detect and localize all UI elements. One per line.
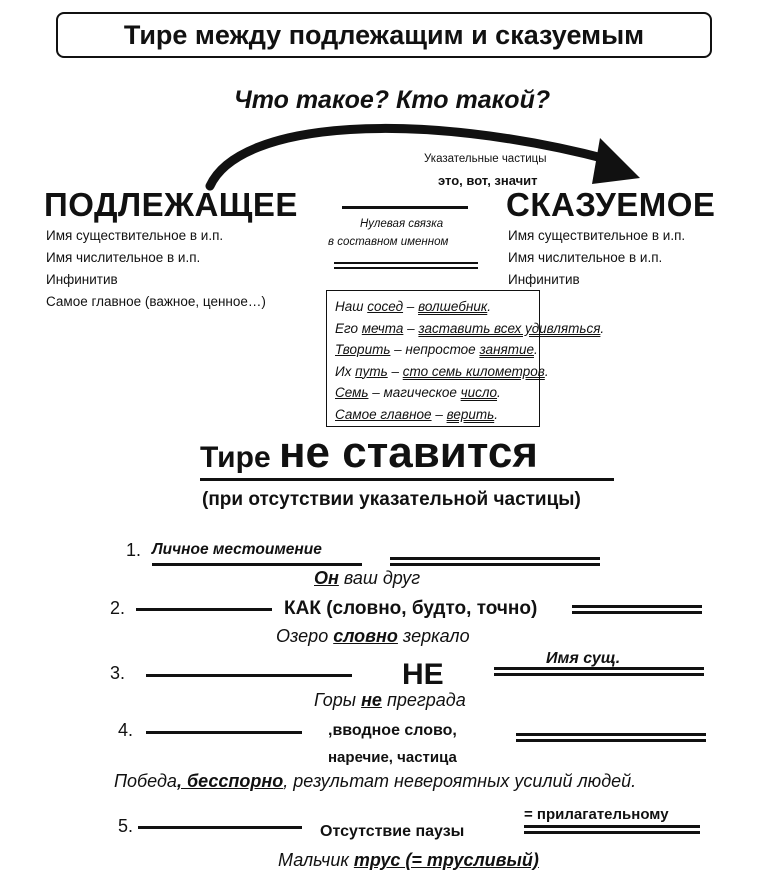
page-title-text: Тире между подлежащим и сказуемым (123, 19, 645, 50)
rule-2-predicate-line-bottom (572, 611, 702, 614)
particles-words: это, вот, значит (438, 173, 538, 188)
no-dash-heading: Тире не ставится (200, 428, 538, 477)
rule-5-predicate-line-top (524, 825, 700, 828)
dash-line (342, 206, 468, 209)
rule-3-subject-line (146, 674, 352, 677)
question-text: Что такое? Кто такой? (234, 86, 551, 114)
rule-3-label2: Имя сущ. (546, 650, 621, 667)
arrow-head (592, 138, 640, 184)
zero-link-line2: в составном именном (328, 236, 449, 248)
subject-item: Имя существительное в и.п. (46, 228, 224, 243)
rule-2-predicate-line-top (572, 605, 702, 608)
example-line: Его мечта – заставить всех удивляться. (335, 320, 605, 336)
double-line-bottom (334, 267, 478, 269)
rule-5-label: Отсутствие паузы (320, 823, 465, 840)
rule-3-label: НЕ (402, 658, 444, 691)
rule-3-example: Горы не преграда (314, 690, 466, 710)
subject-item: Имя числительное в и.п. (46, 250, 201, 265)
rule-4-predicate-line-top (516, 733, 706, 736)
rule-5-number: 5. (118, 816, 134, 836)
rule-4-number: 4. (118, 720, 134, 740)
rule-2-subject-line (136, 608, 272, 611)
rule-5-label2: = прилагательному (524, 806, 669, 823)
examples-box (326, 290, 605, 427)
subject-item: Самое главное (важное, ценное…) (46, 294, 266, 309)
rule-4-label: ,вводное слово, (328, 722, 457, 739)
rule-4-subject-line (146, 731, 302, 734)
example-line: Наш сосед – волшебник. (335, 299, 492, 314)
zero-link-line1: Нулевая связка (360, 218, 444, 230)
predicate-list (508, 225, 685, 291)
example-line: Их путь – сто семь километров. (335, 363, 549, 379)
rule-3-predicate-line-bottom (494, 673, 704, 676)
example-line: Творить – непростое занятие. (335, 342, 538, 357)
predicate-item: Инфинитив (508, 272, 580, 287)
rule-1-number: 1. (126, 540, 142, 560)
rule-1-label: Личное местоимение (152, 541, 322, 558)
rule-3-predicate-line-top (494, 667, 704, 670)
rule-4-example: Победа, бесспорно, результат невероятных усилий людей. (114, 771, 637, 791)
rule-1-example: Он ваш друг (314, 568, 421, 588)
predicate-item: Имя существительное в и.п. (508, 228, 686, 243)
rule-5-predicate-line-bottom (524, 831, 700, 834)
example-line: Самое главное – верить. (335, 406, 498, 422)
rule-5-subject-line (138, 826, 302, 829)
rule-1-predicate-line-top (390, 557, 600, 560)
no-dash-subtitle: (при отсутствии указательной частицы) (202, 489, 581, 510)
predicate-heading: СКАЗУЕМОЕ (506, 186, 716, 223)
heading-underline (200, 478, 614, 481)
rule-4-predicate-line-bottom (516, 739, 706, 742)
double-line-top (334, 262, 478, 264)
subject-item: Инфинитив (46, 272, 118, 287)
subject-heading: ПОДЛЕЖАЩЕЕ (44, 186, 298, 223)
subject-list (46, 225, 266, 313)
rule-2-example: Озеро словно зеркало (276, 626, 470, 646)
particles-label: Указательные частицы (424, 153, 547, 165)
rule-4-label2: наречие, частица (328, 749, 457, 766)
rule-2-number: 2. (110, 598, 126, 618)
rule-2-label: КАК (словно, будто, точно) (284, 598, 538, 619)
rule-3-number: 3. (110, 663, 126, 683)
rule-5-example: Мальчик трус (= трусливый) (278, 850, 539, 870)
example-line: Семь – магическое число. (335, 385, 501, 400)
rule-1-subject-line (152, 563, 362, 566)
rule-1-predicate-line-bottom (390, 563, 600, 566)
predicate-item: Имя числительное в и.п. (508, 250, 663, 265)
